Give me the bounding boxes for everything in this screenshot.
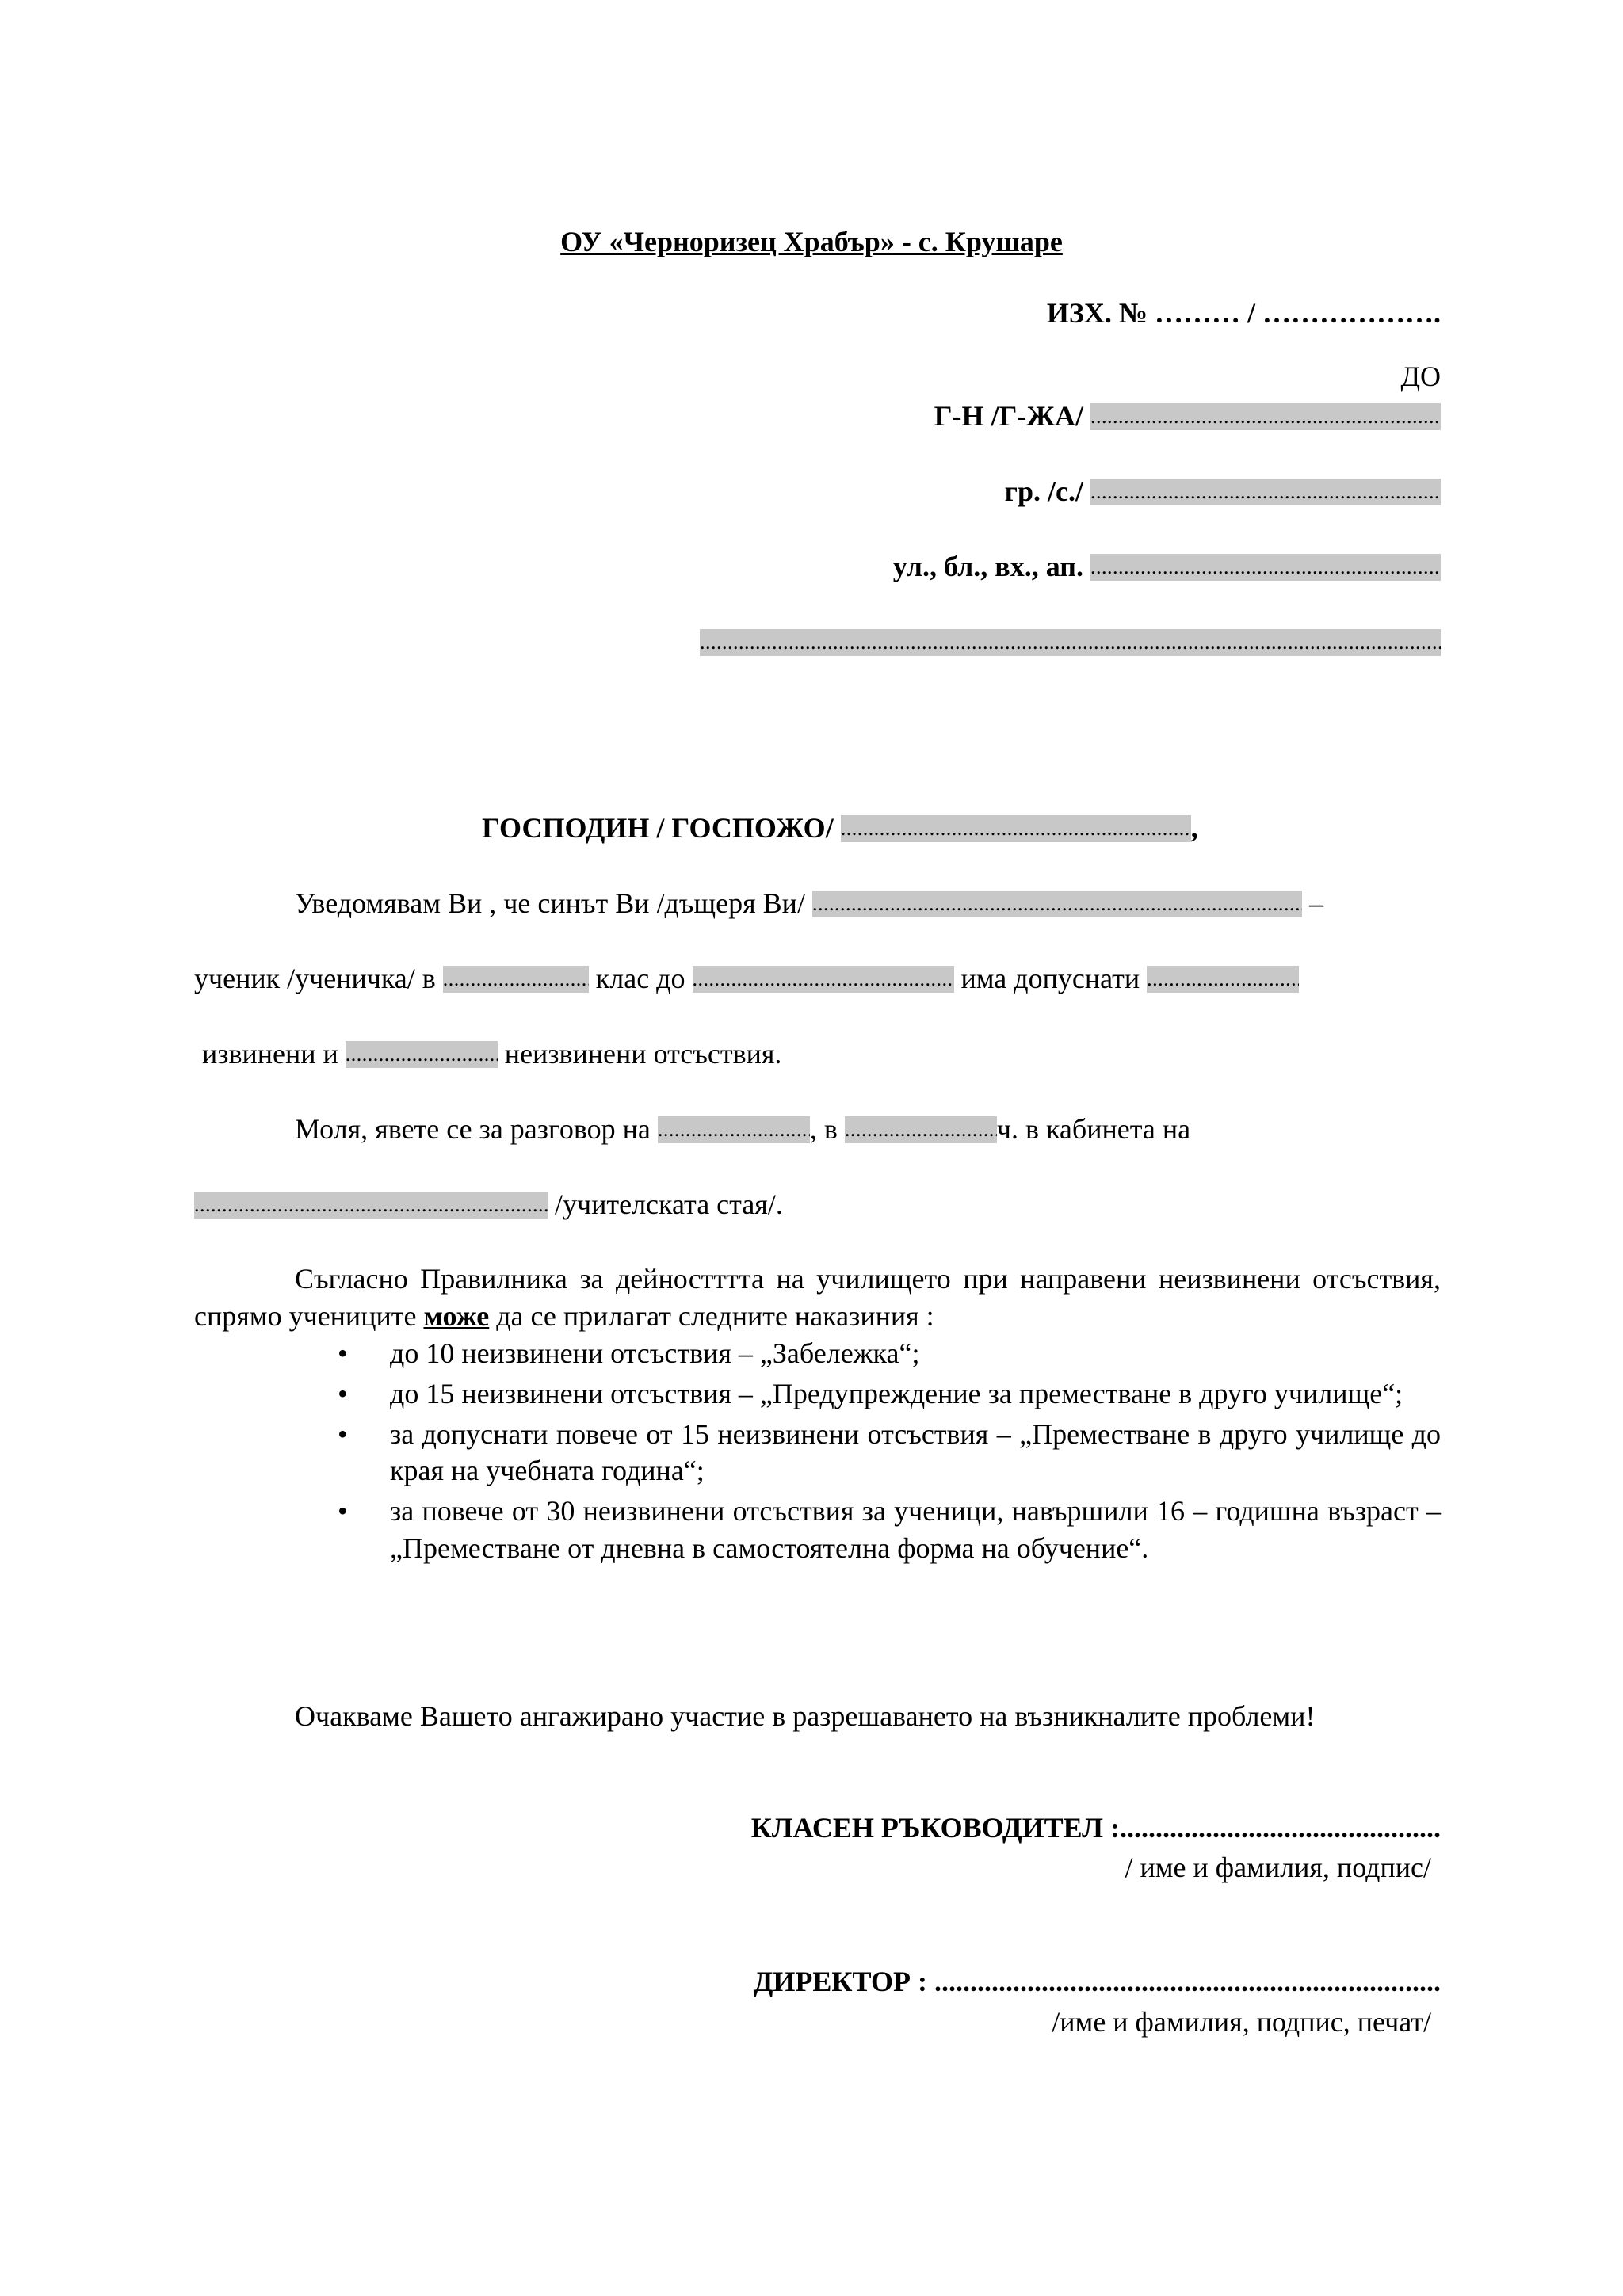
meeting-in-text: , в [809,1113,838,1145]
child-name-field[interactable] [812,891,1302,917]
reference-number: ИЗХ. № ……… / ………………. [1046,297,1441,329]
meeting-time-field[interactable] [845,1116,997,1143]
addressee-name-row [934,399,1441,433]
salutation [482,811,1198,845]
unexcused-count-field[interactable] [346,1041,498,1068]
excused-count-field[interactable] [1147,966,1299,993]
class-teacher-signature: КЛАСЕН РЪКОВОДИТЕЛ :............................................. [750,1812,1441,1844]
addressee-city-row [1005,475,1441,509]
addressee-city-label: гр. /с./ [1004,475,1083,507]
meeting-date-field[interactable] [658,1116,810,1143]
addressee-city-field[interactable] [1090,479,1441,505]
list-item: • за допуснати повече от 15 неизвинени отсъствия – „Преместване в друго училище до края на учебната година“; [333,1416,1441,1490]
notice-line-5 [194,1188,783,1222]
has-absences-text: има допуснати [960,963,1140,994]
addressee-extra-row [700,625,1441,659]
notice-line-1 [295,887,1323,921]
addressee-extra-field[interactable] [700,629,1441,656]
addressee-to: ДО [1400,360,1441,392]
addressee-street-field[interactable] [1090,554,1441,581]
student-text: ученик /ученичка/ в [194,963,436,994]
salutation-label: ГОСПОДИН / ГОСПОЖО/ [482,812,834,844]
director-signature: ДИРЕКТОР : ....................................................................... [753,1966,1441,1997]
class-teacher-hint: / име и фамилия, подпис/ [1125,1852,1431,1883]
meeting-hours-text: ч. в кабинета на [996,1113,1191,1145]
salutation-name-field[interactable] [841,815,1191,842]
bullet-icon: • [338,1495,348,1527]
rules-emphasis: може [423,1299,490,1332]
notice-dash: – [1308,887,1323,919]
closing-paragraph: Очакваме Вашето ангажирано участие в разрешаването на възникналите проблеми! [295,1700,1316,1732]
bullet-icon: • [338,1337,348,1369]
list-item: • за повече от 30 неизвинени отсъствия за ученици, навършили 16 – годишна възраст – „Преместване от дневна в самостоятелна форма на обучение“. [333,1493,1441,1567]
rules-intro-text: Съгласно Правилника за дейностттта на училището при направени неизвинени отсъствия, спрямо учениците [194,1263,1441,1332]
meeting-text: Моля, явете се за разговор на [295,1113,651,1145]
addressee-street-label: ул., бл., вх., ап. [892,551,1083,582]
penalty-list [333,1335,1441,1570]
salutation-comma: , [1190,812,1198,844]
room-text: /учителската стая/. [555,1188,783,1220]
date-to-field[interactable] [693,966,954,993]
excused-text: извинени и [202,1038,338,1070]
addressee-name-field[interactable] [1090,403,1441,430]
room-field[interactable] [194,1192,548,1219]
rules-intro [194,1261,1441,1335]
bullet-icon: • [338,1417,348,1450]
notice-line-2 [194,962,1299,996]
addressee-name-label: Г-Н /Г-ЖА/ [934,400,1083,432]
bullet-icon: • [338,1377,348,1409]
director-hint: /име и фамилия, подпис, печат/ [1052,2006,1431,2038]
addressee-street-row [893,550,1441,584]
unexcused-text: неизвинени отсъствия. [504,1038,782,1070]
class-to-text: клас до [595,963,685,994]
list-item: • до 15 неизвинени отсъствия – „Предупреждение за преместване в друго училище“; [333,1375,1441,1413]
notice-line-3 [202,1037,781,1071]
grade-field[interactable] [443,966,589,993]
school-title: ОУ «Черноризец Храбър» - с. Крушаре [560,226,1063,257]
rules-intro-end: да се прилагат следните наказиния : [496,1299,934,1332]
list-item: • до 10 неизвинени отсъствия – „Забележка“; [333,1335,1441,1372]
notice-child-text: Уведомявам Ви , че синът Ви /дъщеря Ви/ [295,887,805,919]
notice-line-4 [295,1112,1190,1146]
